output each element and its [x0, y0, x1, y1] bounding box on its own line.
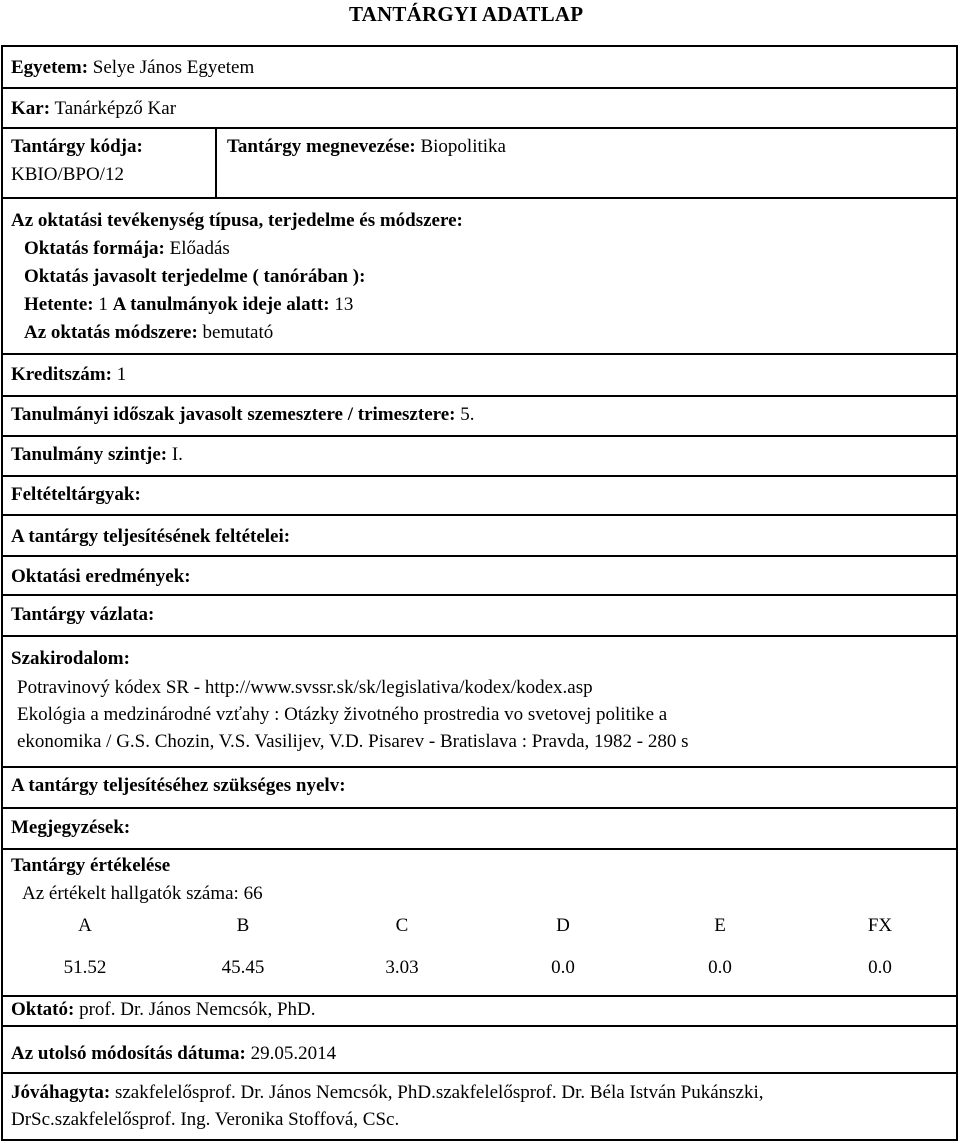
language-row: [3, 768, 956, 809]
evaluation-label: Tantárgy értékelése: [11, 855, 171, 876]
page-header: [0, 0, 960, 44]
method-value: bemutató: [202, 322, 274, 343]
teaching-form-label: Oktatás formája:: [24, 238, 165, 259]
credits-label: Kreditszám:: [11, 364, 112, 385]
semester-label: Tanulmányi időszak javasolt szemesztere / trimesztere:: [11, 404, 456, 425]
approved-value: szakfelelősprof. Dr. János Nemcsók, PhD.szakfelelősprof. Dr. Béla István Pukánszki,: [114, 1082, 764, 1103]
grade-label: A: [78, 915, 92, 936]
teaching-heading: Az oktatási tevékenység típusa, terjedelme és módszere:: [11, 210, 463, 231]
course-name-value: Biopolitika: [420, 136, 506, 157]
method-label: Az oktatás módszere:: [24, 322, 198, 343]
column-divider: [215, 129, 217, 199]
university-value: Selye János Egyetem: [92, 57, 255, 78]
level-row: [3, 437, 956, 477]
weekly-value: 1: [98, 294, 108, 315]
grade-label: D: [556, 915, 570, 936]
course-id-row: [3, 129, 956, 199]
university-label: Egyetem:: [11, 57, 89, 78]
literature-item: Potravinový kódex SR - http://www.svssr.sk/sk/legislativa/kodex/kodex.asp: [17, 677, 593, 698]
total-hours-label: A tanulmányok ideje alatt:: [112, 294, 330, 315]
semester-value: 5.: [460, 404, 475, 425]
course-sheet: [1, 45, 958, 1141]
outcomes-row: [3, 557, 956, 596]
page-title: TANTÁRGYI ADATLAP: [349, 2, 584, 26]
credits-row: [3, 355, 956, 397]
teacher-label: Oktató:: [11, 999, 75, 1020]
completion-row: [3, 516, 956, 557]
approved-label: Jóváhagyta:: [11, 1082, 111, 1103]
prerequisites-row: [3, 477, 956, 516]
level-value: I.: [171, 444, 183, 465]
course-name-label: Tantárgy megnevezése:: [227, 136, 416, 157]
evaluated-students-count: Az értékelt hallgatók száma: 66: [22, 883, 263, 904]
prerequisites-label: Feltételtárgyak:: [11, 484, 141, 505]
teaching-form-value: Előadás: [169, 238, 230, 259]
teacher-value: prof. Dr. János Nemcsók, PhD.: [79, 999, 316, 1020]
literature-item-continued: ekonomika / G.S. Chozin, V.S. Vasilijev, V.D. Pisarev - Bratislava : Pravda, 1982 - 280 s: [17, 731, 689, 752]
teaching-row: [3, 199, 956, 355]
level-label: Tanulmány szintje:: [11, 444, 168, 465]
course-code-value: KBIO/BPO/12: [11, 164, 124, 185]
approved-value-continued: DrSc.szakfelelősprof. Ing. Veronika Stoffová, CSc.: [11, 1109, 400, 1130]
faculty-row: [3, 89, 956, 129]
weekly-label: Hetente:: [24, 294, 94, 315]
completion-label: A tantárgy teljesítésének feltételei:: [11, 526, 291, 547]
outline-row: [3, 596, 956, 637]
last-modified-value: 29.05.2014: [250, 1043, 337, 1064]
literature-row: [3, 637, 956, 768]
grade-label: FX: [867, 915, 893, 936]
teaching-scope-heading: Oktatás javasolt terjedelme ( tanórában ):: [24, 266, 366, 287]
teacher-row: [3, 997, 956, 1027]
grade-percentage: 0.0: [868, 957, 892, 978]
university-row: [3, 47, 956, 89]
grade-label: B: [236, 915, 250, 936]
notes-label: Megjegyzések:: [11, 817, 131, 838]
grade-percentage: 51.52: [63, 957, 107, 978]
grade-percentage: 0.0: [708, 957, 732, 978]
credits-value: 1: [116, 364, 127, 385]
semester-row: [3, 397, 956, 437]
grade-percentage: 3.03: [385, 957, 419, 978]
grade-percentage: 45.45: [221, 957, 265, 978]
faculty-value: Tanárképző Kar: [54, 98, 177, 119]
language-label: A tantárgy teljesítéséhez szükséges nyelv:: [11, 775, 346, 796]
last-modified-label: Az utolsó módosítás dátuma:: [11, 1043, 246, 1064]
faculty-label: Kar:: [11, 98, 51, 119]
course-code-label: Tantárgy kódja:: [11, 136, 143, 157]
grade-label: C: [395, 915, 409, 936]
notes-row: [3, 809, 956, 850]
literature-item: Ekológia a medzinárodné vzťahy : Otázky životného prostredia vo svetovej politike a: [17, 704, 668, 725]
evaluation-row: [3, 850, 956, 997]
grade-percentage: 0.0: [551, 957, 575, 978]
approved-row: [3, 1074, 956, 1139]
grade-label: E: [714, 915, 726, 936]
last-modified-row: [3, 1027, 956, 1074]
total-hours-value: 13: [334, 294, 354, 315]
outcomes-label: Oktatási eredmények:: [11, 566, 191, 587]
literature-label: Szakirodalom:: [11, 648, 130, 669]
outline-label: Tantárgy vázlata:: [11, 604, 155, 625]
